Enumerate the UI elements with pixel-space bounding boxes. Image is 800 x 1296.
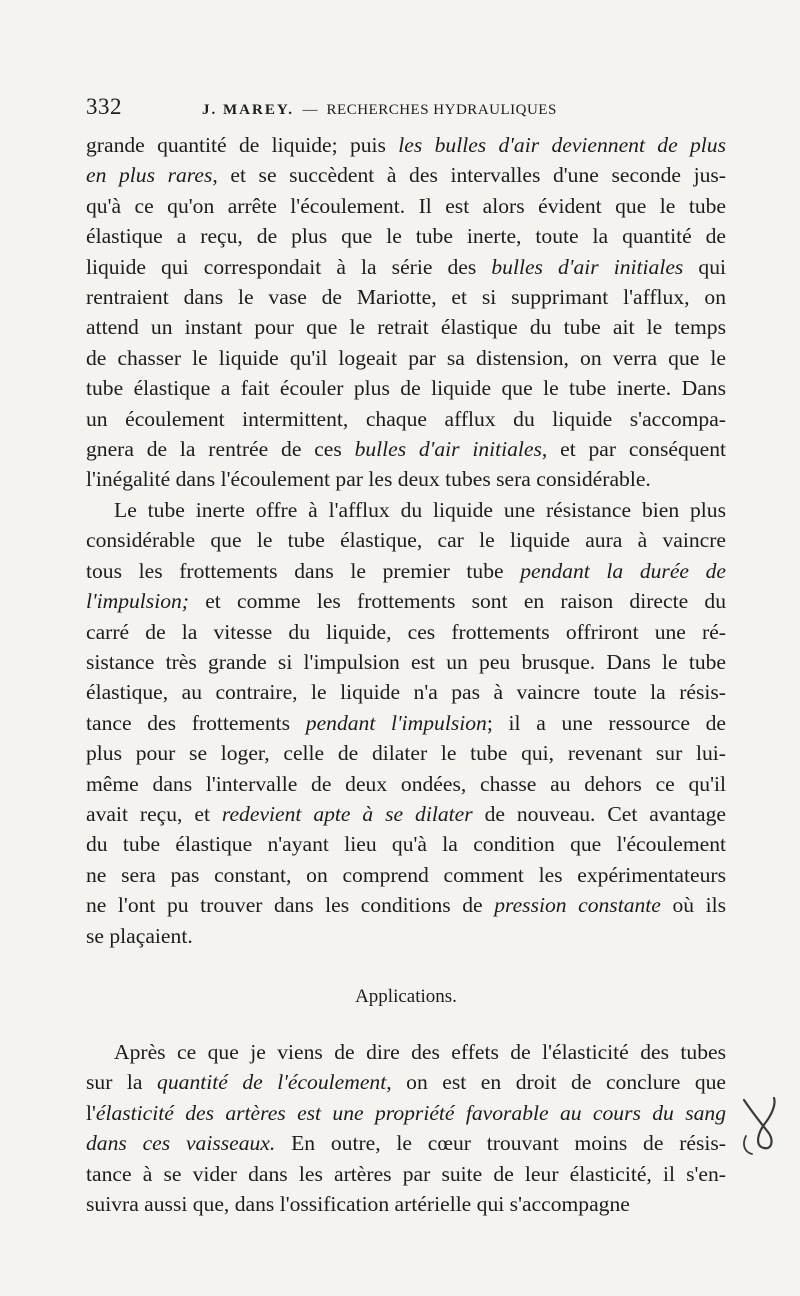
text-line xyxy=(86,343,726,373)
text-line xyxy=(86,434,726,464)
text-line xyxy=(86,404,726,434)
italic-phrase: pendant l'impulsion xyxy=(305,710,487,735)
italic-phrase: pendant la durée de xyxy=(520,558,726,583)
paragraph-2 xyxy=(86,495,726,951)
text-line xyxy=(86,860,726,890)
text-line xyxy=(86,282,726,312)
text-segment: suivra aussi que, dans l'ossification artérielle qui s'accompagne xyxy=(86,1192,630,1216)
text-segment: Le tube inerte offre à l'afflux du liquide une résistance bien plus xyxy=(114,497,726,522)
paragraph-3 xyxy=(86,1037,726,1219)
pencil-mark-icon xyxy=(738,1092,782,1162)
text-line xyxy=(86,677,726,707)
text-line xyxy=(86,1159,726,1189)
text-line xyxy=(86,769,726,799)
italic-phrase: en plus rares xyxy=(86,163,213,188)
text-segment: du tube élastique n'ayant lieu qu'à la condition que l'écoulement xyxy=(86,832,726,857)
text-segment: un écoulement intermittent, chaque afflux du liquide s'accompa- xyxy=(86,406,726,431)
text-line xyxy=(86,525,726,555)
text-line xyxy=(86,221,726,251)
italic-phrase: redevient apte à se dilater xyxy=(221,801,473,826)
text-segment: ; il a une ressource de xyxy=(486,710,726,735)
italic-phrase: élasticité des artères est une propriété favorable au cours du sang xyxy=(95,1100,726,1125)
text-line xyxy=(86,1067,726,1097)
text-line xyxy=(86,495,726,525)
italic-phrase: quantité de l'écoulement xyxy=(157,1070,387,1095)
text-segment: sur la xyxy=(86,1070,158,1095)
text-segment: élastique, au contraire, le liquide n'a pas à vaincre toute la résis- xyxy=(86,680,726,705)
text-segment: , on est en droit de conclure que xyxy=(386,1070,726,1095)
text-segment: avait reçu, et xyxy=(86,801,222,826)
text-segment: attend un instant pour que le retrait élastique du tube ait le temps xyxy=(86,315,726,340)
text-segment: tube élastique a fait écouler plus de liquide que le tube inerte. Dans xyxy=(86,376,726,401)
text-line xyxy=(86,130,726,160)
text-segment: tous les frottements dans le premier tube xyxy=(86,558,521,583)
section-gap xyxy=(86,951,726,981)
text-segment: , et par conséquent xyxy=(541,437,726,462)
text-segment: grande quantité de liquide; puis xyxy=(86,133,399,157)
text-segment: considérable que le tube élastique, car le liquide aura à vaincre xyxy=(86,528,726,553)
text-segment: l'inégalité dans l'écoulement par les deux tubes sera considérable. xyxy=(86,467,651,492)
header-dash: — xyxy=(302,102,319,118)
text-segment: plus pour se loger, celle de dilater le tube qui, revenant sur lui- xyxy=(86,741,726,766)
running-title xyxy=(202,102,557,119)
text-segment: tance des frottements xyxy=(86,710,306,735)
text-segment: et comme les frottements sont en raison directe du xyxy=(189,589,726,614)
text-line xyxy=(86,617,726,647)
text-line xyxy=(86,1037,726,1067)
text-line xyxy=(86,738,726,768)
text-segment: En outre, le cœur trouvant moins de résis- xyxy=(275,1131,726,1156)
text-line xyxy=(86,708,726,738)
text-segment: se plaçaient. xyxy=(86,923,193,948)
text-line xyxy=(86,160,726,190)
text-segment: rentraient dans le vase de Mariotte, et si supprimant l'afflux, on xyxy=(86,285,726,310)
page-number: 332 xyxy=(86,94,122,119)
text-segment: de nouveau. Cet avantage xyxy=(472,801,726,826)
text-line xyxy=(86,647,726,677)
text-segment: élastique a reçu, de plus que le tube inerte, toute la quantité de xyxy=(86,224,726,249)
text-line xyxy=(86,312,726,342)
text-segment: liquide qui correspondait à la série des xyxy=(86,254,492,279)
italic-phrase: les bulles d'air deviennent de plus xyxy=(398,133,727,157)
body-text xyxy=(86,130,726,1219)
paragraph-1 xyxy=(86,130,726,495)
text-segment: tance à se vider dans les artères par suite de leur élasticité, il s'en- xyxy=(86,1161,726,1186)
text-line xyxy=(86,464,726,494)
italic-phrase: bulles d'air initiales xyxy=(354,437,542,462)
text-line xyxy=(86,1098,726,1128)
text-segment: , et se succèdent à des intervalles d'une seconde jus- xyxy=(212,163,726,188)
italic-phrase: bulles d'air initiales xyxy=(491,254,684,279)
text-segment: Après ce que je viens de dire des effets de l'élasticité des tubes xyxy=(114,1039,726,1064)
italic-phrase: dans ces vaisseaux. xyxy=(86,1131,276,1156)
header-title: RECHERCHES HYDRAULIQUES xyxy=(326,102,557,118)
italic-phrase: l'impulsion; xyxy=(86,589,189,614)
text-line xyxy=(86,890,726,920)
text-segment: qui xyxy=(683,254,726,279)
text-segment: ne l'ont pu trouver dans les conditions de xyxy=(86,893,495,918)
italic-phrase: pression constante xyxy=(494,893,661,918)
section-title: Applications. xyxy=(355,986,457,1007)
text-line xyxy=(86,829,726,859)
text-segment: même dans l'intervalle de deux ondées, chasse au dehors ce qu'il xyxy=(86,771,726,796)
text-segment: carré de la vitesse du liquide, ces frottements offriront une ré- xyxy=(86,619,726,644)
text-segment: qu'à ce qu'on arrête l'écoulement. Il est alors évident que le tube xyxy=(86,193,726,218)
text-line xyxy=(86,1189,726,1219)
text-line xyxy=(86,191,726,221)
text-segment: sistance très grande si l'impulsion est un peu brusque. Dans le tube xyxy=(86,649,726,674)
text-segment: de chasser le liquide qu'il logeait par sa distension, on verra que le xyxy=(86,345,726,370)
text-line xyxy=(86,252,726,282)
text-line xyxy=(86,373,726,403)
text-line xyxy=(86,921,726,951)
text-line xyxy=(86,556,726,586)
text-segment: l' xyxy=(86,1100,96,1125)
header-author: J. MAREY. xyxy=(202,102,295,118)
text-segment: ne sera pas constant, on comprend comment les expérimentateurs xyxy=(86,862,726,887)
text-segment: gnera de la rentrée de ces xyxy=(86,437,355,462)
text-line xyxy=(86,799,726,829)
text-line xyxy=(86,1128,726,1158)
section-gap xyxy=(86,1011,726,1037)
text-segment: où ils xyxy=(660,893,726,918)
text-line xyxy=(86,586,726,616)
running-header xyxy=(86,94,726,126)
